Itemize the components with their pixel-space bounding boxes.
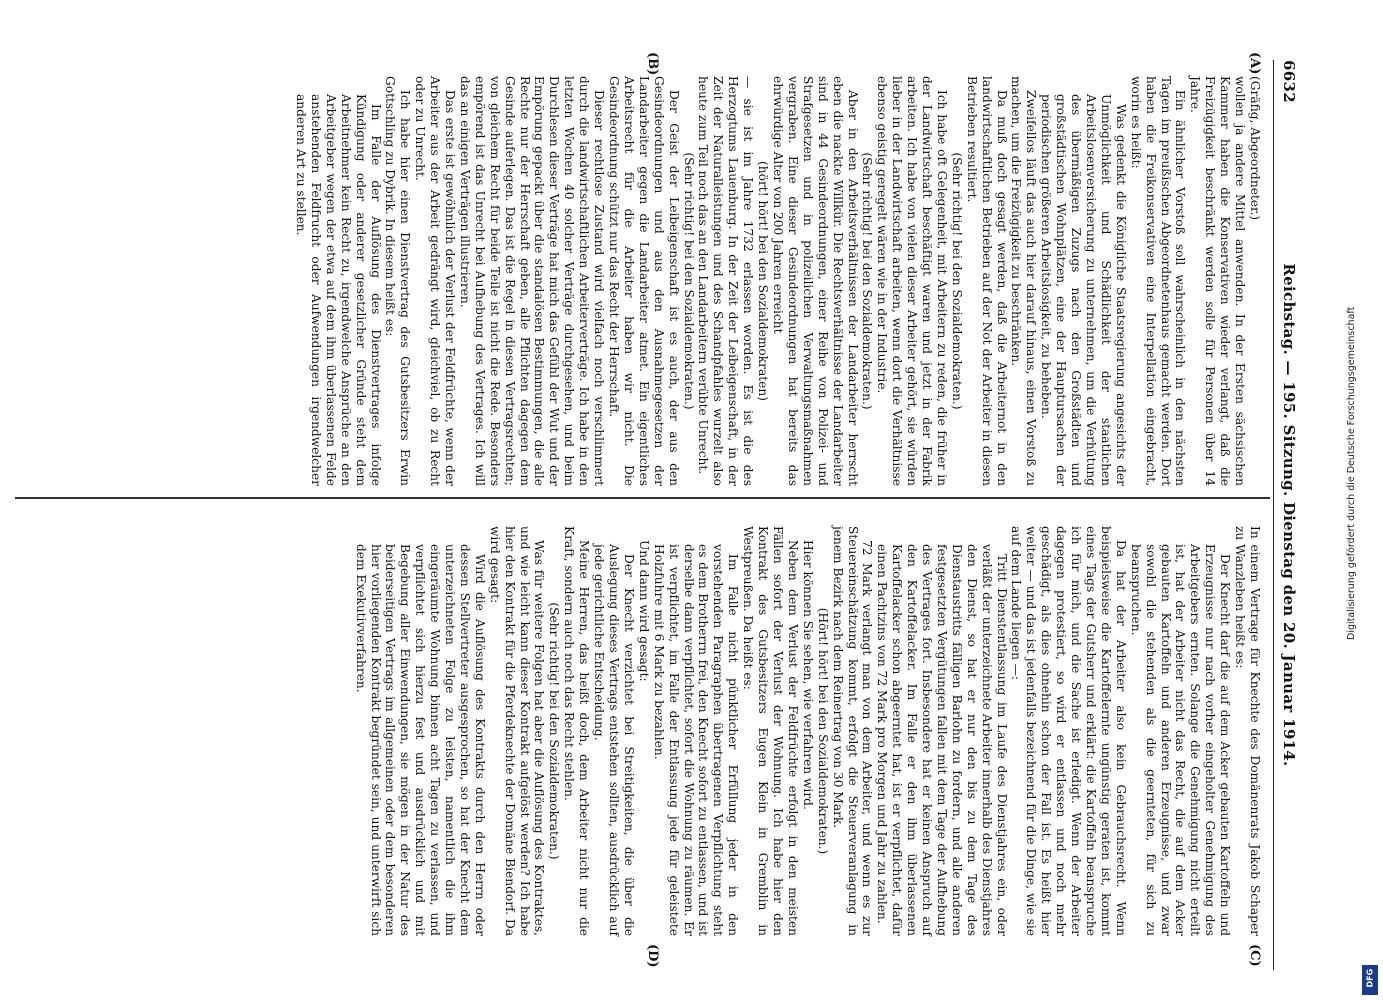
margin-marker-a: (A) <box>1247 52 1262 75</box>
paragraph: Da muß doch gesagt werden, daß die Arbeiternot in den landwirtschaftlichen Betrieben auf der Not der Arbeiter in diesen Betrieben resultiert. <box>964 76 1009 486</box>
interjection: (hört! hört! bei den Sozialdemokraten) <box>756 161 771 401</box>
paragraph: Das erste ist gewöhnlich der Verlust der Feldfrüchte, wenn der Arbeiter aus der Arbeit gedrängt wird, gleichviel, ob zu Recht oder zu Unrecht. <box>413 76 458 486</box>
paragraph: Da hat der Arbeiter also kein Gebrauchsrecht. Wenn beispielsweise die Kartoffelernte ungünstig geraten ist, kommt eines Tags der Gutsherr und erklärt: die Kartoffeln beanspruche ich für mich, und die Sache ist erledigt. Wenn der Arbeiter dagegen protestiert, so wird er entlassen und noch mehr geschädigt, als dies ohnehin schon der Fall ist. Es heißt hier weiter — und das ist jedenfalls bezeichnend für die Dinge, wie sie auf dem Lande liegen —: <box>1009 526 1128 936</box>
paragraph: Dieser rechtlose Zustand wird vielfach noch verschlimmert durch die landwirtschaftlichen Arbeiterverträge. Ich habe in den letzten Wochen 40 solcher Verträge durchgesehen, und beim Durchlesen dieser Verträge hat mich das Gefühl der Wut und der Empörung gepackt über die standalösen Bestimmungen, die alle Rechte nur der Herrschaft geben, alle Pflichten dagegen dem Gesinde auferlegen. Das ist die Regel in diesen Vertragsrechten; von gleichem Recht für beide Teile ist nicht die Rede. Besonders empörend ist das Unrecht bei Aufhebung des Vertrages. Ich will das an einigen Verträgen illustrieren. <box>457 76 607 486</box>
margin-marker-b: (B) <box>645 52 660 76</box>
paragraph: Und dann wird gesagt: <box>636 540 651 682</box>
interjection: (Sehr richtig! bei den Sozialdemokraten.) <box>547 602 562 860</box>
column-divider <box>15 497 1270 499</box>
margin-marker-c: (C) <box>1247 944 1262 967</box>
running-title: Reichstag. — 195. Sitzung. Dienstag den 20. Januar 1914. <box>1280 263 1298 767</box>
interjection: (Sehr richtig! bei den Sozialdemokraten.) <box>681 152 696 410</box>
quoted-contract-text: Im Falle der Auflösung des Dienstvertrages infolge Kündigung oder anderer gesetzlicher Gründe steht dem Arbeitnehmer kein Recht zu, irgendwelche Ansprüche an den Arbeitgeber wegen der etwa auf dem ihm überlassenen Felde anstehenden Feldfrucht oder Aufwendungen irgendwelcher anderen Art zu stellen. <box>294 94 383 486</box>
paragraph: Hier können Sie sehen, wie verfahren wird. <box>800 540 815 810</box>
quoted-contract-text: Im Falle nicht pünktlicher Erfüllung jeder in den vorstehenden Paragraphen übertragenen Verpflichtung steht es dem Brotherrn frei, den Knecht sofort zu entlassen, und ist derselbe dann verpflichtet, sofort die Wohnung zu räumen. Er ist verpflichtet, im Falle der Entlassung jede für geleistete Holzfuhre mit 6 Mark zu bezahlen. <box>651 544 741 936</box>
interjection: (Hört! hört! bei den Sozialdemokraten.) <box>815 607 830 855</box>
quoted-contract-text: Wird die Auflösung des Kontrakts durch den Herrn oder dessen Stellvertreter ausgesprochen, so hat der Knecht dem unterzeichneten Folge zu leisten, namentlich die ihm eingeräumte Wohnung binnen acht Tagen zu verlassen, und verpflichtet sich hierzu fest und ausdrücklich und mit Begebung aller Einwendungen, sie mögen in der Natur des beiderseitigen Vertrags im allgemeinen oder dem besonderen hier vorliegenden Kontrakt begründet sein, und unterwirft sich dem Exekutivverfahren. <box>353 544 487 936</box>
margin-marker-d: (D) <box>645 944 660 968</box>
paragraph: Zweifellos läuft das auch hier darauf hinaus, einen Vorstoß zu machen, um die Freizügigkeit zu beschränken. <box>1009 76 1039 486</box>
dfg-logo <box>1362 965 1378 995</box>
paragraph: Was für weitere Folgen hat aber die Auflösung des Kontraktes, und wie leicht kann dieser Kontrakt aufgelöst werden? Ich habe hier den Kontrakt für die Pferdeknechte der Domäne Biendorf. Da wird gesagt: <box>487 526 547 936</box>
paragraph: wollen ja andere Mittel anwenden. In der Ersten sächsischen Kammer haben die Konservativen wieder verlangt, daß die Freizügigkeit beschränkt werden solle für Personen über 14 Jahre. <box>1188 76 1248 486</box>
paragraph: Meine Herren, das heißt doch, dem Arbeiter nicht nur die Kraft, sondern auch noch das Recht stehlen. <box>562 526 592 936</box>
paragraph: Aber in den Arbeitsverhältnissen der Landarbeiter herrscht eben die nackte Willkür. Die Rechtsverhältnisse der Landarbeiter sind in 44 Gesindeordnungen, einer Reihe von Polizei- und Strafgesetzen und in polizeilichen Verwaltungsmaßnahmen vergraben. Eine dieser Gesindeordnungen hat bereits das ehrwürdige Alter von 200 Jahren erreicht <box>771 76 860 486</box>
quoted-contract-text: Der Knecht verzichtet bei Streitigkeiten, die über die Auslegung dieses Vertrags entstehen sollten, ausdrücklich auf jede gerichtliche Entscheidung. <box>592 544 636 936</box>
digitization-credit: Digitalisierung gefördert durch die Deutsche Forschungsgemeinschaft <box>1346 306 1357 640</box>
quoted-contract-text: Der Knecht darf die auf dem Acker gebauten Kartoffeln und Erzeugnisse nur nach vorher eingeholter Genehmigung des Arbeitgebers ernten. Solange die Genehmigung nicht erteilt ist, hat der Arbeiter nicht das Recht, die auf dem Acker gebauten Kartoffeln und anderen Erzeugnisse, und zwar sowohl die stehenden als die geernteten, für sich zu beanspruchen. <box>1128 544 1233 936</box>
dfg-logo-text: DFG <box>1365 968 1375 988</box>
interjection: (Sehr richtig! bei den Sozialdemokraten.) <box>949 152 964 410</box>
running-header <box>1273 60 1298 970</box>
paragraph: Neben dem Verlust der Feldfrüchte erfolgt in den meisten Fällen sofort der Verlust der Wohnung. Ich habe hier den Kontrakt des Gutsbesitzers Eugen Klein in Gremblin in Westpreußen. Da heißt es: <box>741 526 800 936</box>
page-number: 6632 <box>1280 60 1298 103</box>
paragraph: In einem Vertrage für Knechte des Domänenrats Jakob Schaper zu Wanzleben heißt es: <box>1233 526 1262 936</box>
paragraph: Ein ähnlicher Vorstoß soll wahrscheinlich in den nächsten Tagen im preußischen Abgeordnetenhaus gemacht werden. Dort haben die Freikonservativen eine Interpellation eingebracht, worin es heißt: <box>1128 76 1188 486</box>
paragraph: (Gräfig, Abgeordneter.) <box>1248 76 1262 221</box>
quoted-contract-text: Was gedenkt die Königliche Staatsregierung angesichts der Unmöglichkeit und Schädlichkeit der staatlichen Arbeitslosenversicherung zu unternehmen, um die Verhütung des übermäßigen Zuzugs nach den Großstädten und großstädtischen Wohnplätzen, eine der Hauptursachen der periodischen größeren Arbeitslosigkeit, zu beheben. <box>1039 94 1128 486</box>
interjection: (Sehr richtig! bei den Sozialdemokraten.) <box>860 152 875 410</box>
paragraph: Ich habe oft Gelegenheit, mit Arbeitern zu reden, die früher in der Landwirtschaft beschäftigt waren und jetzt in der Fabrik arbeiten. Ich habe von vielen dieser Arbeiter gehört, sie würden lieber in der Landwirtschaft arbeiten, wenn dort die Verhältnisse ebenso geistig geregelt wären wie in der Industrie. <box>875 76 949 486</box>
paragraph: — sie ist im Jahre 1732 erlassen worden. Es ist die des Herzogtums Lauenburg. In der Zeit der Leibeigenschaft, in der Zeit der Naturalleistungen und des Schandpfahles wurzelt also heute zum Teil noch das an den Landarbeitern verübte Unrecht. <box>696 76 756 486</box>
paragraph: 72 Mark verlangt man von dem Arbeiter, und wenn es zur Steuereinschätzung kommt, erfolgt die Steuerveranlagung in jenem Bezirk nach dem Reinertrag von 30 Mark. <box>830 526 875 936</box>
paragraph: Ich habe hier einen Dienstvertrag des Gutsbesitzers Erwin Gottschling zu Dybrik. In diesem heißt es: <box>383 76 413 486</box>
paragraph: Der Geist der Leibeigenschaft ist es auch, der aus den Gesindeordnungen und aus den Ausnahmegesetzen der Landarbeiter gegen die Landarbeiter atmet. Ein eigentliches Arbeitsrecht für die Arbeiter haben wir nicht. Die Gesindeordnung schützt nur das Recht der Herrschaft. <box>607 76 681 486</box>
right-text-column <box>353 526 1262 936</box>
left-text-column <box>293 76 1262 486</box>
quoted-contract-text: Tritt Dienstentlassung im Laufe des Dienstjahres ein, oder verläßt der unterzeichnete Arbeiter innerhalb des Dienstjahres den Dienst, so hat er nur den bis zu dem Tage des Dienstaustritts fälligen Barlohn zu fordern, und alle anderen festgesetzten Vergütungen fallen mit dem Tage der Aufhebung des Vertrages fort. Insbesondere hat er keinen Anspruch auf den Kartoffelacker. Im Falle er den ihm überlassenen Kartoffelacker schon abgeerntet hat, ist er verpflichtet, dafür einen Pachtzins von 72 Mark pro Morgen und Jahr zu zahlen. <box>875 544 1009 936</box>
